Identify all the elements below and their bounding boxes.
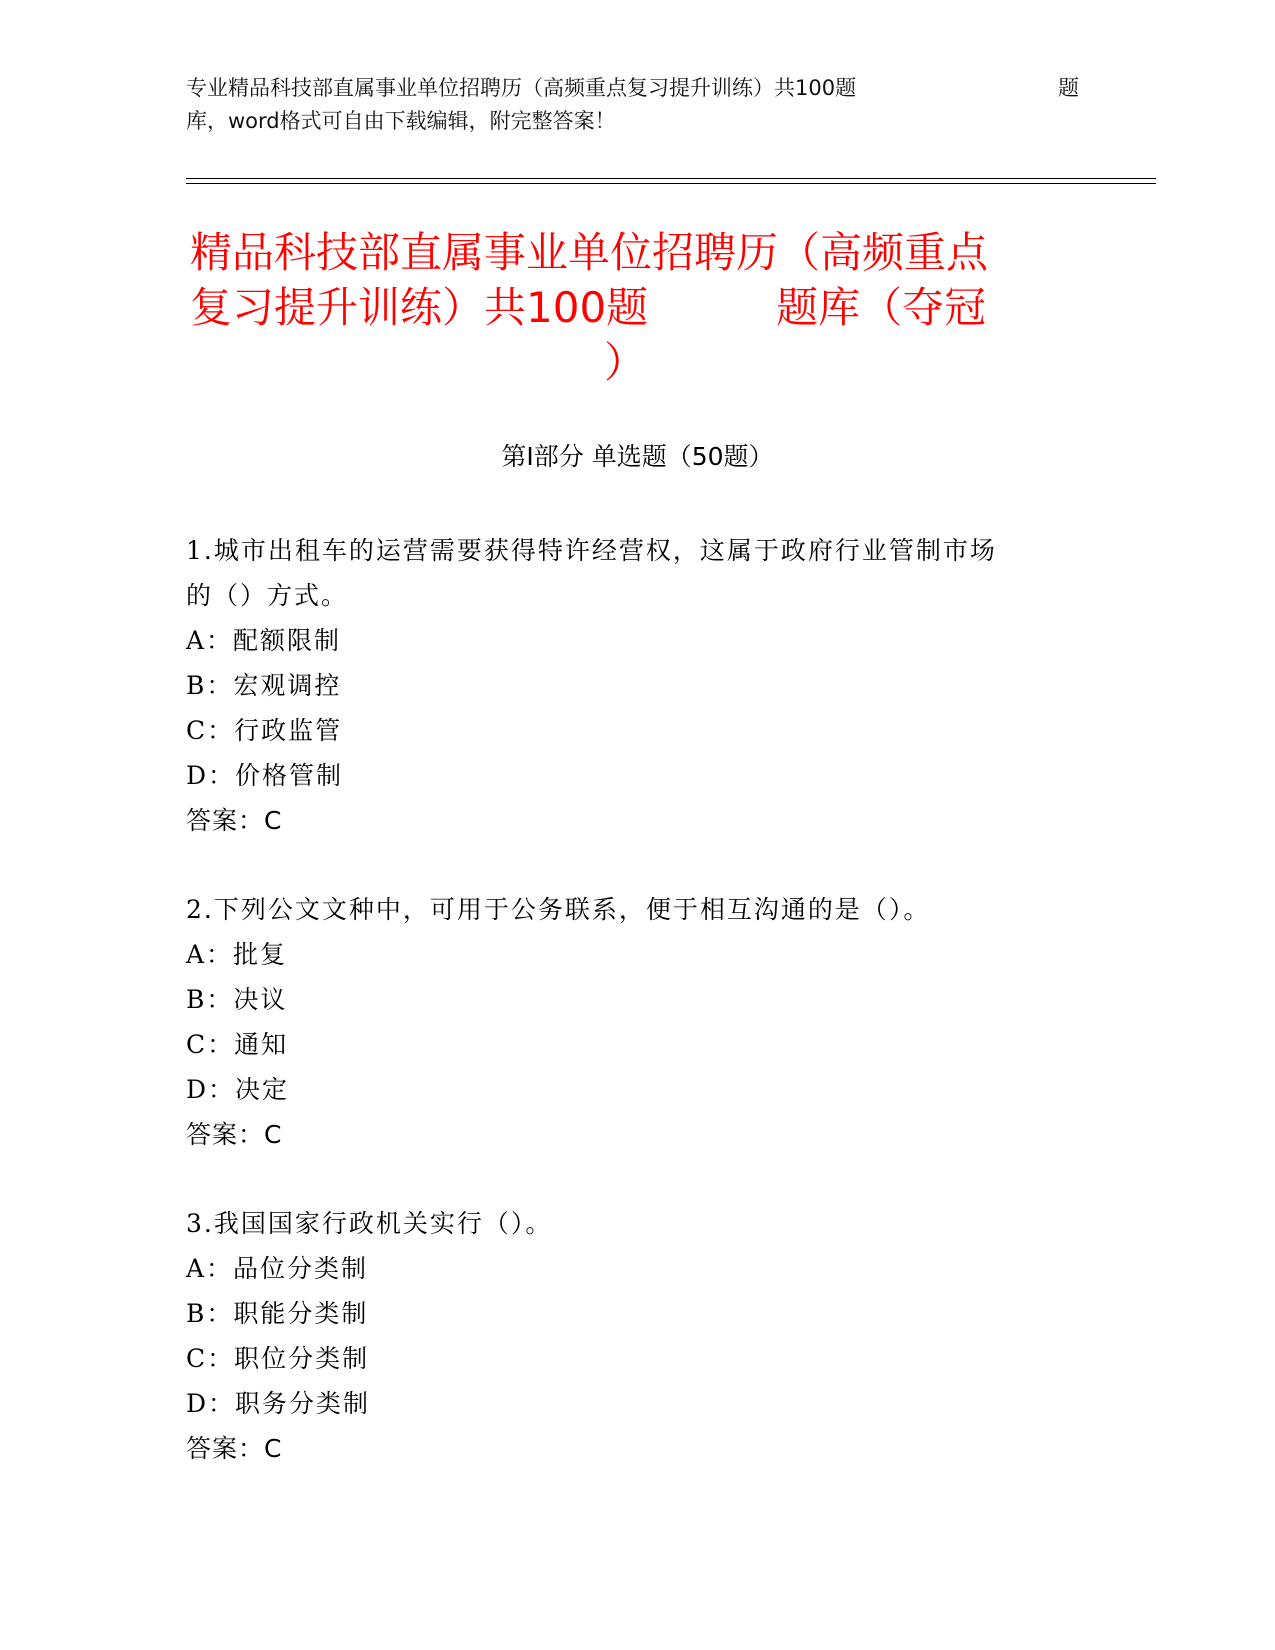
option-d: D：价格管制 bbox=[186, 761, 344, 790]
option-c: C：通知 bbox=[186, 1030, 289, 1059]
header-text-1: 专业精品科技部直属事业单位招聘历（高频重点复习提升训练）共100题 bbox=[186, 76, 857, 100]
option-b: B：决议 bbox=[186, 985, 288, 1014]
question-text: 2.下列公文文种中，可用于公务联系，便于相互沟通的是（）。 bbox=[186, 895, 931, 924]
title-line-2-part-a: 复习提升训练）共100题 bbox=[190, 283, 649, 332]
title-line-1: 精品科技部直属事业单位招聘历（高频重点 bbox=[190, 228, 989, 277]
answer: 答案：C bbox=[186, 1434, 283, 1463]
option-d: D：职务分类制 bbox=[186, 1389, 371, 1418]
option-b: B：宏观调控 bbox=[186, 671, 342, 700]
section-title: 第Ⅰ部分 单选题（50题） bbox=[501, 442, 774, 471]
title-line-2 bbox=[190, 280, 1090, 335]
option-a: A：批复 bbox=[186, 940, 288, 969]
option-a: A：品位分类制 bbox=[186, 1254, 369, 1283]
option-d: D：决定 bbox=[186, 1075, 290, 1104]
option-a: A：配额限制 bbox=[186, 626, 342, 655]
question-text: 1.城市出租车的运营需要获得特许经营权，这属于政府行业管制市场 bbox=[186, 536, 997, 565]
document-title bbox=[190, 225, 1090, 390]
question-text: 3.我国国家行政机关实行（）。 bbox=[186, 1209, 553, 1238]
question-text-continued: 的（）方式。 bbox=[186, 581, 349, 610]
question-1 bbox=[186, 528, 1086, 843]
option-b: B：职能分类制 bbox=[186, 1299, 369, 1328]
question-3 bbox=[186, 1201, 1086, 1471]
question-2 bbox=[186, 887, 1086, 1157]
option-c: C：行政监管 bbox=[186, 716, 343, 745]
header-line-1 bbox=[186, 72, 1086, 105]
header-text-1-tail: 题 bbox=[1058, 76, 1079, 100]
question-list bbox=[186, 528, 1086, 1515]
answer: 答案：C bbox=[186, 1120, 283, 1149]
option-c: C：职位分类制 bbox=[186, 1344, 370, 1373]
answer: 答案：C bbox=[186, 806, 283, 835]
header-rule-bottom bbox=[186, 183, 1156, 184]
document-header bbox=[186, 72, 1086, 138]
header-line-2: 库，word格式可自由下载编辑，附完整答案！ bbox=[186, 109, 616, 133]
title-line-3: ） bbox=[603, 338, 646, 387]
title-line-2-part-b: 题库（夺冠 bbox=[776, 283, 987, 332]
header-rule-top bbox=[186, 178, 1156, 179]
